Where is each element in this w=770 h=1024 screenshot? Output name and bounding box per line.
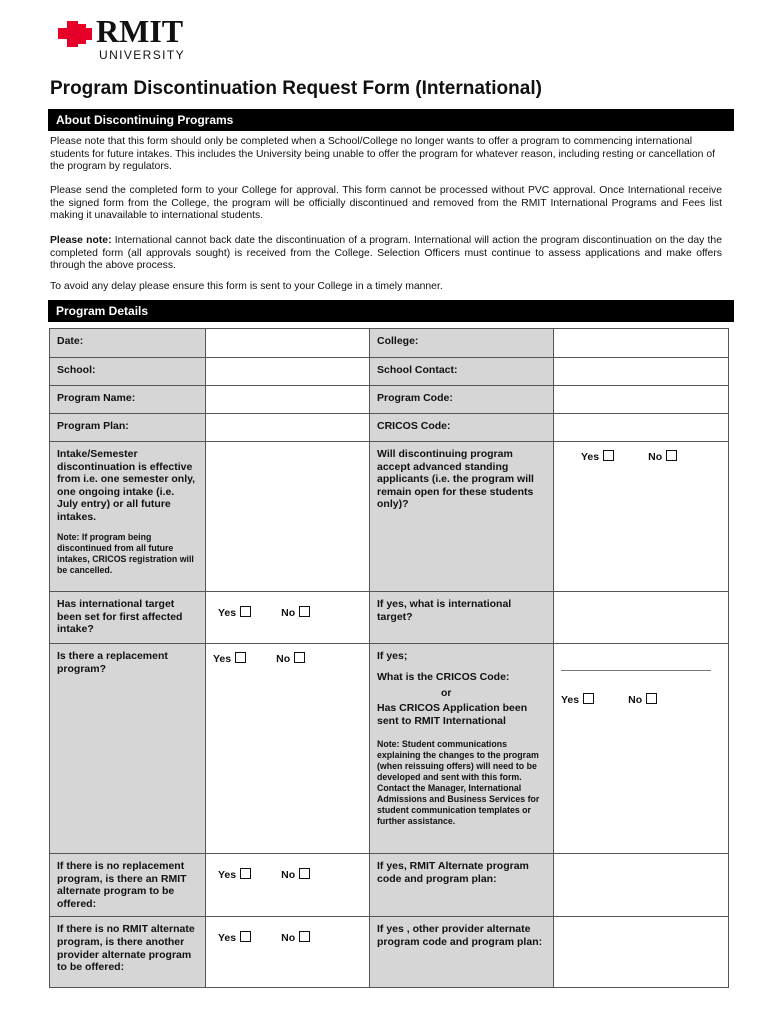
- no-label: No: [628, 694, 643, 706]
- checkbox-icon[interactable]: [666, 450, 677, 461]
- program-code-field[interactable]: [554, 386, 729, 414]
- table-row: [50, 414, 729, 442]
- school-label: School:: [50, 358, 206, 386]
- checkbox-icon[interactable]: [235, 652, 246, 663]
- please-note-text: International cannot back date the discontinuation of a program. International will action the program discontinuation on the day the completed form (all approvals sought) is received from the College. Selection Officers must continue to assess applications and make offers through the above process.: [50, 235, 722, 272]
- no-label: No: [281, 869, 296, 881]
- replacement-label: [50, 644, 206, 854]
- rmit-logo: [58, 15, 198, 65]
- other-provider-question: If there is no RMIT alternate program, is there another provider alternate program to be offered:: [57, 923, 195, 974]
- target-question: Has international target been set for first affected intake?: [57, 598, 183, 636]
- intake-field[interactable]: [206, 442, 370, 592]
- school-contact-label: School Contact:: [370, 358, 554, 386]
- target-yes[interactable]: [218, 606, 251, 619]
- other-provider-field[interactable]: [554, 917, 729, 988]
- replacement-yes[interactable]: [213, 652, 246, 665]
- checkbox-icon[interactable]: [240, 868, 251, 879]
- rmit-pixel-logo-icon: [58, 19, 92, 49]
- advanced-standing-label: [370, 442, 554, 592]
- checkbox-icon[interactable]: [299, 606, 310, 617]
- replacement-answers: [554, 644, 729, 854]
- other-provider-yes[interactable]: [218, 931, 251, 944]
- date-label: Date:: [50, 329, 206, 358]
- other-provider-label: [50, 917, 206, 988]
- yes-label: Yes: [581, 451, 600, 463]
- table-row: [50, 644, 729, 854]
- table-row: [50, 917, 729, 988]
- alternate-label: [50, 854, 206, 917]
- advanced-standing-text: Will discontinuing program accept advanced standing applicants (i.e. the program will remain open for these students only)?: [377, 448, 534, 511]
- yes-label: Yes: [213, 653, 232, 665]
- cricos-application-no[interactable]: [628, 693, 657, 706]
- table-row: [50, 854, 729, 917]
- target-label: [50, 592, 206, 644]
- other-provider-if-label: [370, 917, 554, 988]
- alternate-question: If there is no replacement program, is there an RMIT alternate program to be offered:: [57, 860, 187, 910]
- program-plan-label: Program Plan:: [50, 414, 206, 442]
- checkbox-icon[interactable]: [240, 606, 251, 617]
- college-field[interactable]: [554, 329, 729, 358]
- program-code-label: Program Code:: [370, 386, 554, 414]
- program-name-field[interactable]: [206, 386, 370, 414]
- replacement-no[interactable]: [276, 652, 305, 665]
- intake-cell: [50, 442, 206, 592]
- section-heading-program-details: Program Details: [48, 300, 734, 322]
- replacement-question: Is there a replacement program?: [57, 650, 168, 675]
- no-label: No: [276, 653, 291, 665]
- intake-label: Intake/Semester discontinuation is effective from i.e. one semester only, one ongoing intake (i.e. July entry) or all future intakes.: [57, 448, 196, 523]
- target-if-label: [370, 592, 554, 644]
- college-label: College:: [370, 329, 554, 358]
- target-if-text: If yes, what is international target?: [377, 598, 512, 623]
- target-field[interactable]: [554, 592, 729, 644]
- intro-paragraph-3: [50, 235, 722, 273]
- checkbox-icon[interactable]: [299, 868, 310, 879]
- checkbox-icon[interactable]: [294, 652, 305, 663]
- other-provider-if-text: If yes , other provider alternate program code and program plan:: [377, 923, 543, 948]
- no-label: No: [281, 932, 296, 945]
- intake-note: Note: If program being discontinued from all future intakes, CRICOS registration will be cancelled.: [57, 531, 194, 575]
- cricos-code-label: CRICOS Code:: [370, 414, 554, 442]
- checkbox-icon[interactable]: [299, 931, 310, 942]
- no-label: No: [281, 607, 296, 619]
- table-row: [50, 329, 729, 358]
- alternate-if-label: [370, 854, 554, 917]
- program-name-label: Program Name:: [50, 386, 206, 414]
- if-yes-label: If yes;: [377, 650, 408, 662]
- or-label: or: [441, 687, 452, 699]
- advanced-standing-no[interactable]: [648, 450, 677, 463]
- program-plan-field[interactable]: [206, 414, 370, 442]
- page-title: Program Discontinuation Request Form (International): [50, 78, 542, 99]
- no-label: No: [648, 451, 663, 463]
- table-row: [50, 592, 729, 644]
- cricos-application-yes[interactable]: [561, 693, 594, 706]
- target-no[interactable]: [281, 606, 310, 619]
- advanced-standing-options: [554, 442, 729, 592]
- yes-label: Yes: [561, 694, 580, 706]
- alternate-yes[interactable]: [218, 868, 251, 881]
- yes-label: Yes: [218, 932, 237, 945]
- intro-paragraph-2: Please send the completed form to your College for approval. This form cannot be processed without PVC approval. Once International receive the signed form from the College, the program will be officially discontinued and removed from the RMIT International Programs and Fees list making it unavailable to international students.: [50, 185, 722, 222]
- checkbox-icon[interactable]: [583, 693, 594, 704]
- other-provider-no[interactable]: [281, 931, 310, 944]
- alternate-if-text: If yes, RMIT Alternate program code and program plan:: [377, 860, 529, 885]
- please-note-label: Please note:: [50, 235, 112, 246]
- cricos-code-field[interactable]: [554, 414, 729, 442]
- yes-label: Yes: [218, 869, 237, 881]
- intro-paragraph-1: Please note that this form should only be completed when a School/College no longer wants to offer a program to commencing international students for future intakes. This includes the University being unable to offer the program for whatever reason, including resting or cancellation of the program by regulators.: [50, 136, 715, 173]
- table-row: [50, 358, 729, 386]
- checkbox-icon[interactable]: [603, 450, 614, 461]
- table-row: [50, 386, 729, 414]
- replacement-options: [206, 644, 370, 854]
- cricos-question: What is the CRICOS Code:: [377, 671, 510, 683]
- replacement-note: Note: Student communications explaining the changes to the program (when reissuing offers) will need to be developed and sent with this form. Contact the Manager, International Admissions and Business Services for student communication templates or further assistance.: [377, 739, 540, 827]
- cricos-application-question: Has CRICOS Application been sent to RMIT International: [377, 702, 528, 727]
- checkbox-icon[interactable]: [646, 693, 657, 704]
- target-options: [206, 592, 370, 644]
- table-row: [50, 442, 729, 592]
- alternate-field[interactable]: [554, 854, 729, 917]
- advanced-standing-yes[interactable]: [581, 450, 614, 463]
- other-provider-options: [206, 917, 370, 988]
- school-contact-field[interactable]: [554, 358, 729, 386]
- checkbox-icon[interactable]: [240, 931, 251, 942]
- intro-paragraph-4: To avoid any delay please ensure this form is sent to your College in a timely manner.: [50, 281, 443, 292]
- section-heading-about: About Discontinuing Programs: [48, 109, 734, 131]
- logo-subtitle: UNIVERSITY: [99, 48, 186, 62]
- date-field[interactable]: [206, 329, 370, 358]
- alternate-no[interactable]: [281, 868, 310, 881]
- replacement-details: [370, 644, 554, 854]
- logo-name: RMIT: [96, 13, 184, 49]
- program-details-table: [49, 328, 729, 988]
- alternate-options: [206, 854, 370, 917]
- school-field[interactable]: [206, 358, 370, 386]
- yes-label: Yes: [218, 607, 237, 619]
